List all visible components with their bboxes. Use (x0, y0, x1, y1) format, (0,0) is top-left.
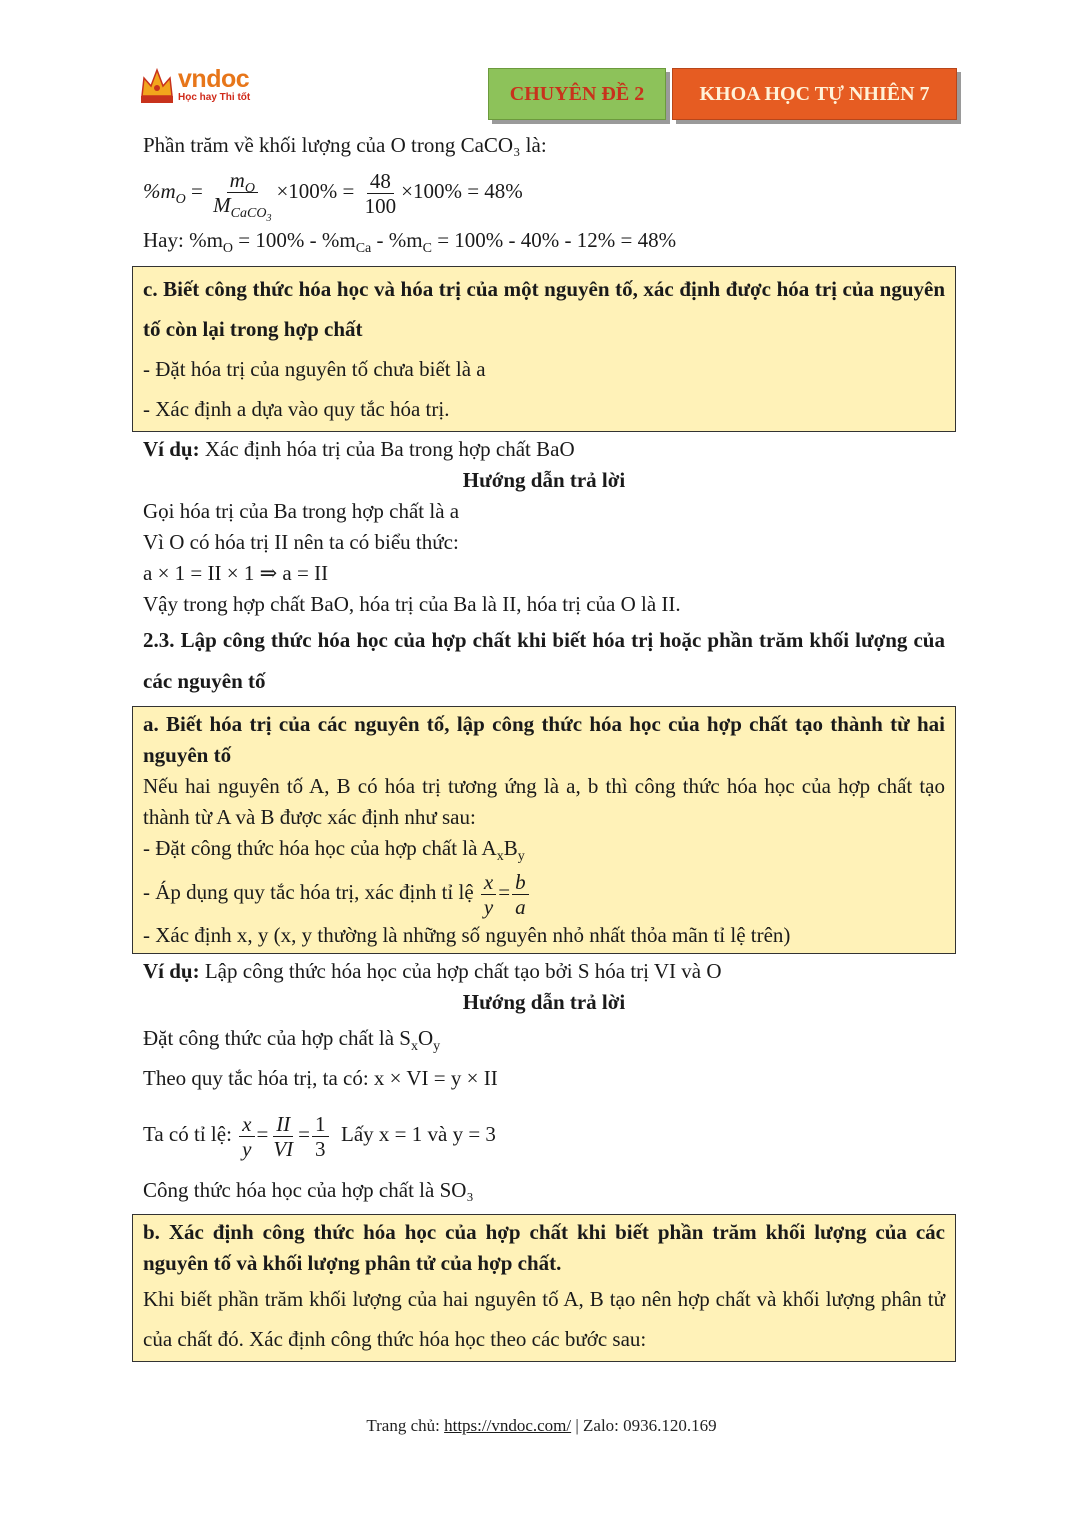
vndoc-logo[interactable] (138, 66, 268, 108)
logo-wordmark: vndoc (178, 65, 250, 93)
subject-badge: KHOA HỌC TỰ NHIÊN 7 (672, 68, 957, 120)
percent-o-intro: Phần trăm về khối lượng của O trong CaCO₃ là: (143, 133, 547, 157)
example1-line2: Vì O có hóa trị II nên ta có biểu thức: (143, 530, 459, 554)
section-2-3-title: 2.3. Lập công thức hóa học của hợp chất khi biết hóa trị hoặc phần trăm khối lượng của các nguyên tố (143, 628, 945, 693)
example2-line2: Theo quy tắc hóa trị, ta có: x × VI = y × II (143, 1066, 498, 1090)
box-a-step3: - Xác định x, y (x, y thường là những số nguyên nhỏ nhất thỏa mãn tỉ lệ trên) (143, 923, 791, 947)
topic-badge: CHUYÊN ĐỀ 2 (488, 68, 666, 120)
example1-line3: a × 1 = II × 1 ⇒ a = II (143, 561, 329, 585)
example2-heading: Ví dụ: Lập công thức hóa học của hợp chất tạo bởi S hóa trị VI và O (143, 959, 722, 983)
equation-result: ×100% = 48% (401, 179, 523, 203)
box-a-paragraph: Nếu hai nguyên tố A, B có hóa trị tương ứng là a, b thì công thức hóa học của hợp chất tạo thành từ A và B được xác định như sau: (143, 774, 945, 829)
fraction-1-over-3: $\frac{1}{3}$ (312, 1112, 329, 1161)
box-section-a (132, 706, 956, 954)
box-c-title: c. Biết công thức hóa học và hóa trị của một nguyên tố, xác định được hóa trị của nguyên tố còn lại trong hợp chất (143, 277, 945, 341)
box-section-b (132, 1214, 956, 1362)
logo-slogan: Học hay Thi tốt (178, 92, 251, 103)
fraction-ii-over-vi: $\frac{II}{VI}$ (273, 1111, 294, 1161)
box-section-c (132, 266, 956, 432)
box-b-title: b. Xác định công thức hóa học của hợp chất khi biết phần trăm khối lượng của các nguyên tố và khối lượng phân tử của hợp chất. (143, 1220, 945, 1275)
fraction-mo-over-mcaco3: $\frac{m_O}{M_{CaCO_3}}$ (213, 167, 272, 224)
example2-line3: Ta có tỉ lệ: $\frac{x}{y}$ = $\frac{II}{VI}$ = $\frac{1}{3}$ Lấy x = 1 và y = 3 (143, 1111, 496, 1161)
example1-heading: Ví dụ: Xác định hóa trị của Ba trong hợp chất BaO (143, 437, 575, 461)
box-b-paragraph: Khi biết phần trăm khối lượng của hai nguyên tố A, B tạo nên hợp chất và khối lượng phân tử của chất đó. Xác định công thức hóa học theo các bước sau: (143, 1287, 945, 1351)
document-body (143, 128, 945, 1362)
homepage-link[interactable]: https://vndoc.com/ (444, 1416, 572, 1435)
fraction-x-over-y: $\frac{x}{y}$ (481, 870, 496, 919)
example1-line1: Gọi hóa trị của Ba trong hợp chất là a (143, 499, 460, 523)
fraction-x-over-y-2: $\frac{x}{y}$ (239, 1112, 254, 1161)
percent-o-alternative: Hay: $\%m_O = 100\% - \%m_{Ca} - \%m_C = 100\% - 40\% - 12\% = 48\%$ (143, 228, 677, 257)
percent-o-equation: $\%m_O$ = $\frac{m_O}{M_{CaCO_3}}$ ×100% = $\frac{48}{100}$ ×100% = 48% (143, 167, 523, 224)
fraction-48-over-100: $\frac{48}{100}$ (364, 168, 397, 218)
page-footer: Trang chủ: https://vndoc.com/ | Zalo: 0936.120.169 (366, 1416, 717, 1435)
example2-guide: Hướng dẫn trả lời (462, 990, 626, 1014)
box-c-step1: - Đặt hóa trị của nguyên tố chưa biết là a (143, 357, 486, 381)
crown-icon (138, 66, 176, 106)
example2-line1: Đặt công thức của hợp chất là $S_xO_y$ (143, 1026, 441, 1055)
example1-line4: Vậy trong hợp chất BaO, hóa trị của Ba là II, hóa trị của O là II. (143, 592, 681, 616)
box-c-step2: - Xác định a dựa vào quy tắc hóa trị. (143, 397, 450, 421)
box-a-step2: - Áp dụng quy tắc hóa trị, xác định tỉ lệ $\frac{x}{y}$ = $\frac{b}{a}$ (143, 864, 945, 920)
fraction-b-over-a: $\frac{b}{a}$ (512, 870, 529, 919)
example2-line4: Công thức hóa học của hợp chất là SO₃ (143, 1178, 474, 1202)
box-a-step1: - Đặt công thức hóa học của hợp chất là $A_xB_y$ (143, 836, 525, 865)
example1-guide: Hướng dẫn trả lời (462, 468, 626, 492)
box-a-title: a. Biết hóa trị của các nguyên tố, lập công thức hóa học của hợp chất tạo thành từ hai nguyên tố (143, 712, 945, 767)
